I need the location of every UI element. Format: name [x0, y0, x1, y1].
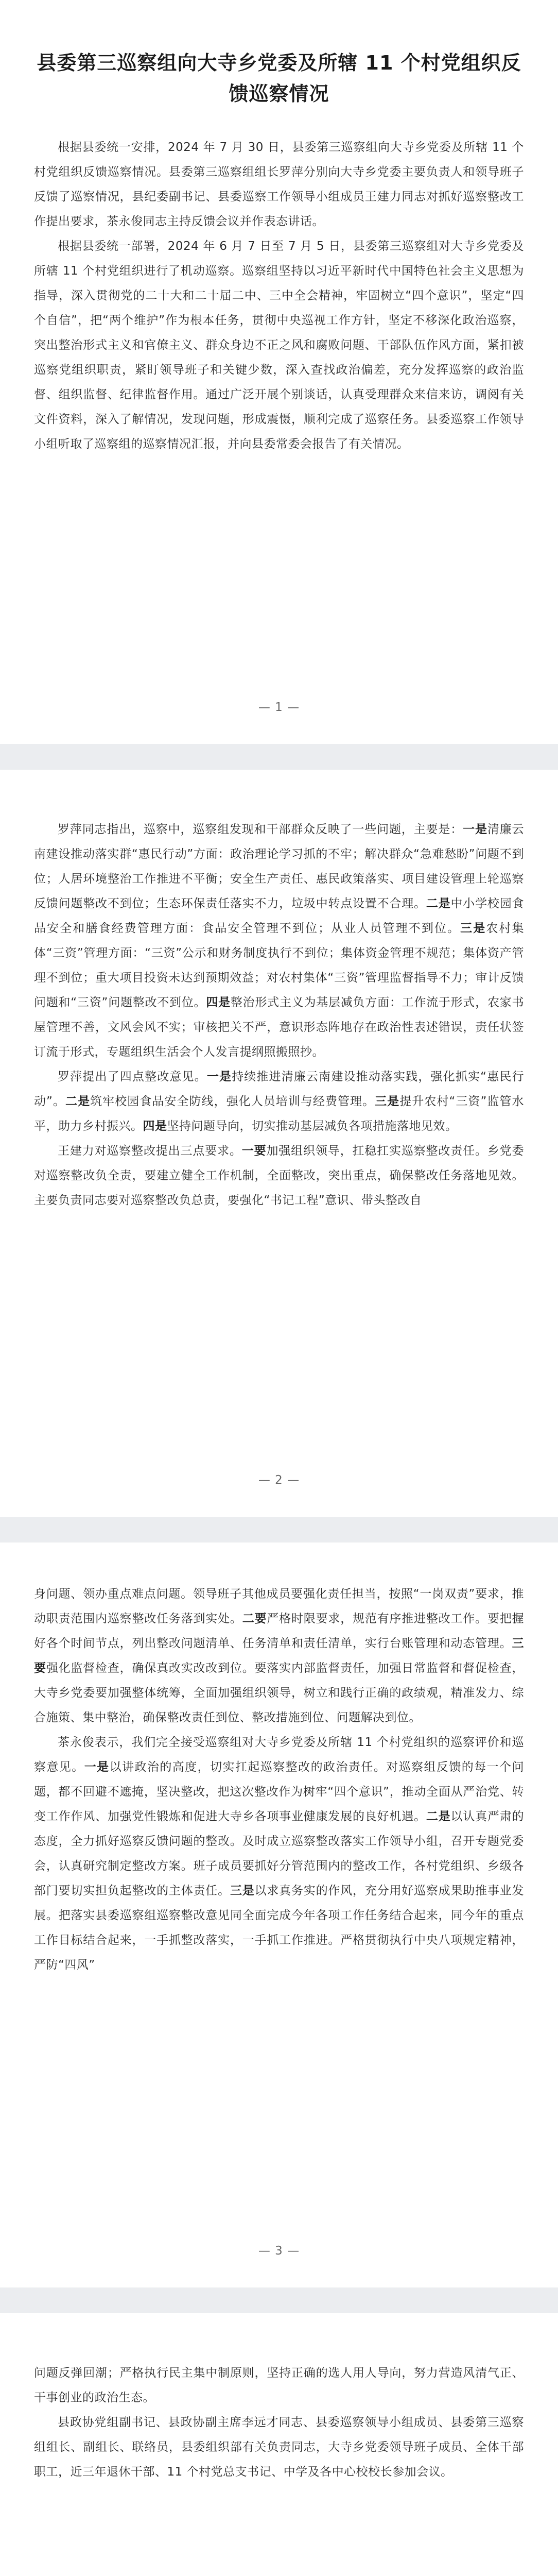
paragraph-text: 强化监督检查，确保真改实改改到位。要落实内部监督责任，加强日常监督和督促检查，大寺乡党委要加强整体统筹，全面加强组织领导，树立和践行正确的政绩观，精准发力、综合施策、集中整治，确保整改责任到位、整改措施到位、问题解决到位。	[34, 1662, 525, 1724]
document-page-2	[0, 770, 558, 1517]
paragraph-text: 问题反弹回潮；严格执行民主集中制原则，坚持正确的选人用人导向，努力营造风清气正、干事创业的政治生态。	[34, 2366, 524, 2404]
paragraph-emphasis: 三是	[460, 922, 486, 935]
paragraph-text: 罗萍同志指出，巡察中，巡察组发现和干部群众反映了一些问题，主要是：	[58, 823, 463, 836]
paragraph-emphasis: 一要	[241, 1144, 267, 1158]
paragraph	[34, 1139, 524, 1213]
page-number: — 1 —	[258, 701, 300, 714]
paragraph-emphasis: 二是	[426, 897, 451, 910]
paragraph-emphasis: 三是	[375, 1095, 400, 1108]
paragraph-emphasis: 二是	[426, 1810, 451, 1823]
paragraph-text: 整治形式主义为基层减负方面：工作流于形式，农家书屋管理不善，文风会风不实；审核把关不严，意识形态阵地存在政治性表述错误，责任状签订流于形式，专题组织生活会个人发言提纲照搬照抄。	[34, 996, 525, 1059]
paragraph-text: 持续推进清廉云南建设推动落实践，强化抓实“惠民行动”。	[34, 1070, 525, 1108]
paragraph-emphasis: 一是	[463, 823, 487, 836]
paragraph-text: 县政协党组副书记、县政协副主席李远才同志、县委巡察领导小组成员、县委第三巡察组组长、副组长、联络员，县委组织部有关负责同志，大寺乡党委领导班子成员、全体干部职工，近三年退休干部、11 个村党总支书记、中学及各中心校校长参加会议。	[34, 2416, 524, 2479]
document-title: 县委第三巡察组向大寺乡党委及所辖 11 个村党组织反馈巡察情况	[37, 52, 521, 105]
paragraph-text: 提升农村“三资”监管水平，助力乡村振兴。	[34, 1095, 524, 1133]
paragraph	[34, 1064, 524, 1139]
document-page-4	[0, 2313, 558, 2576]
paragraph-emphasis: 三是	[230, 1884, 255, 1897]
document-page-3	[0, 1543, 558, 2287]
paragraph-text: 严格时限要求，规范有序推进整改工作。要把握好各个时间节点，列出整改问题清单、任务清单和责任清单，实行台账管理和动态管理。	[34, 1612, 525, 1650]
paragraph-text: 筑牢校园食品安全防线，强化人员培训与经费管理。	[90, 1095, 375, 1108]
paragraph-emphasis: 二要	[242, 1612, 267, 1625]
paragraph-text: 身问题、领办重点难点问题。领导班子其他成员要强化责任担当，按照“一岗双责”要求，推动职责范围内巡察整改任务落到实处。	[34, 1587, 524, 1625]
paragraph	[34, 234, 524, 456]
paragraph	[34, 2410, 524, 2484]
paragraph-text: 根据县委统一安排，2024 年 7 月 30 日，县委第三巡察组向大寺乡党委及所辖 11 个村党组织反馈巡察情况。县委第三巡察组组长罗萍分别向大寺乡党委主要负责人和领导班子反馈了巡察情况，县纪委副书记、县委巡察工作领导小组成员王建力同志对抓好巡察整改工作提出要求，茶永俊同志主持反馈会议并作表态讲话。	[34, 141, 524, 228]
paragraph-emphasis: 四是	[143, 1120, 167, 1133]
paragraph-text: 王建力对巡察整改提出三点要求。	[58, 1144, 242, 1158]
page-body	[34, 109, 524, 456]
page-body	[34, 1543, 524, 1977]
page-number: — 3 —	[258, 2244, 300, 2258]
paragraph-text: 以求真务实的作风，充分用好巡察成果助推事业发展。把落实县委巡察组巡察整改意见同全面完成今年各项工作任务结合起来，同今年的重点工作目标结合起来，一手抓整改落实，一手抓工作推进。严格贯彻执行中央八项规定精神，严防“四风”	[34, 1884, 525, 1972]
page-body	[34, 770, 524, 1213]
paragraph-text: 以讲政治的高度，切实扛起巡察整改的政治责任。对巡察组反馈的每一个问题，都不回避不遮掩，坚决整改，把这次整改作为树牢“四个意识”，推动全面从严治党、转变工作作风、加强党性锻炼和促进大寺乡各项事业健康发展的良好机遇。	[34, 1760, 525, 1823]
paragraph-emphasis: 三要	[34, 1637, 524, 1675]
paragraph	[34, 1730, 524, 1977]
paragraph-emphasis: 四是	[206, 996, 231, 1009]
paragraph-emphasis: 一是	[206, 1070, 232, 1083]
paragraph	[34, 2361, 524, 2410]
paragraph-text: 以认真严肃的态度，全力抓好巡察反馈问题的整改。及时成立巡察整改落实工作领导小组，召开专题党委会，认真研究制定整改方案。班子成员要抓好分管范围内的整改工作，各村党组织、乡级各部门要切实担负起整改的主体责任。	[34, 1810, 525, 1897]
paragraph-text: 茶永俊表示，我们完全接受巡察组对大寺乡党委及所辖 11 个村党组织的巡察评价和巡察意见。	[34, 1736, 524, 1774]
paragraph	[34, 135, 524, 234]
paragraph-text: 清廉云南建设推动落实群“惠民行动”方面：政治理论学习抓的不牢；解决群众“急难愁盼”问题不到位；人居环境整治工作推进不平衡；安全生产责任、惠民政策落实、项目建设管理上轮巡察反馈问题整改不到位；生态环保责任落实不力，垃圾中转点设置不合理。	[34, 823, 525, 910]
document-page-1	[0, 0, 558, 744]
page-body	[34, 2313, 524, 2484]
paragraph-text: 坚持问题导向，切实推动基层减负各项措施落地见效。	[167, 1120, 458, 1133]
paragraph-text: 农村集体“三资”管理方面：“三资”公示和财务制度执行不到位；集体资金管理不规范；集体资产管理不到位；重大项目投资未达到预期效益；对农村集体“三资”管理监督指导不力；审计反馈问题和“三资”问题整改不到位。	[34, 922, 525, 1009]
paragraph-text: 中小学校园食品安全和膳食经费管理方面：食品安全管理不到位；从业人员管理不到位。	[34, 897, 525, 935]
paragraph	[34, 817, 524, 1064]
paragraph-text: 罗萍提出了四点整改意见。	[58, 1070, 207, 1083]
paragraph-emphasis: 二是	[65, 1095, 91, 1108]
page-number: — 2 —	[258, 1473, 300, 1487]
paragraph	[34, 1582, 524, 1730]
paragraph-emphasis: 一是	[84, 1760, 110, 1774]
paragraph-text: 加强组织领导，扛稳扛实巡察整改责任。乡党委对巡察整改负全责，要建立健全工作机制，全面整改，突出重点，确保整改任务落地见效。主要负责同志要对巡察整改负总责，要强化“书记工程”意识、带头整改自	[34, 1144, 525, 1207]
paragraph-text: 根据县委统一部署，2024 年 6 月 7 日至 7 月 5 日，县委第三巡察组对大寺乡党委及所辖 11 个村党组织进行了机动巡察。巡察组坚持以习近平新时代中国特色社会主义思想为指导，深入贯彻党的二十大和二十届二中、三中全会精神，牢固树立“四个意识”，坚定“四个自信”，把“两个维护”作为根本任务，贯彻中央巡视工作方针，坚定不移深化政治巡察，突出整治形式主义和官僚主义、群众身边不正之风和腐败问题、干部队伍作风方面，紧扣被巡察党组织职责，紧盯领导班子和关键少数，深入查找政治偏差，充分发挥巡察的政治监督、组织监督、纪律监督作用。通过广泛开展个别谈话，认真受理群众来信来访，调阅有关文件资料，深入了解情况，发现问题，形成震慑，顺利完成了巡察任务。县委巡察工作领导小组听取了巡察组的巡察情况汇报，并向县委常委会报告了有关情况。	[34, 240, 524, 451]
